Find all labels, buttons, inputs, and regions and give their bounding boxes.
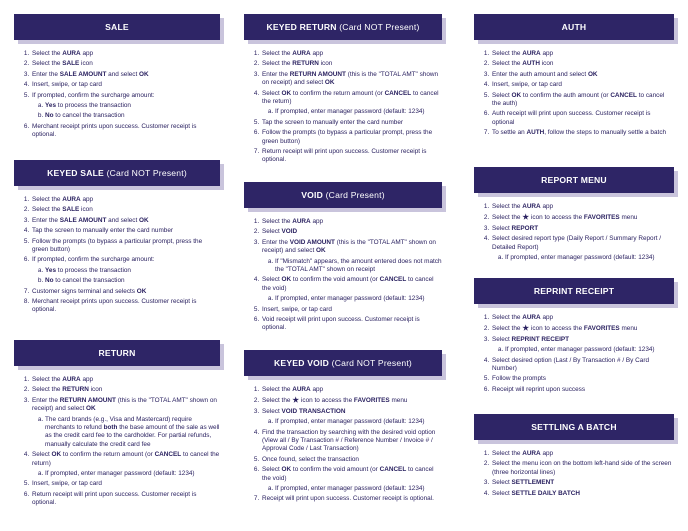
- step-text: Select: [262, 228, 282, 236]
- step-text: If prompted, confirm the surcharge amount:: [32, 91, 155, 99]
- step-item: [491, 213, 674, 222]
- step-bold-text: CANCEL: [384, 89, 412, 97]
- step-bold-text: AURA: [522, 450, 541, 457]
- step-item: [491, 81, 674, 89]
- sub-step-item: [45, 470, 220, 478]
- step-item: [31, 288, 220, 296]
- step-bold-text: VOID TRANSACTION: [281, 407, 346, 415]
- step-bold-text: RETURN: [62, 386, 89, 394]
- step-text: Follow the prompts: [492, 375, 546, 383]
- steps-list: [474, 50, 674, 138]
- step-bold-text: Yes: [45, 266, 57, 274]
- step-text: Merchant receipt prints upon success. Customer receipt is optional.: [32, 122, 197, 139]
- sub-steps-list: [32, 102, 220, 121]
- step-text: , follow the steps to manually settle a batch: [544, 129, 667, 137]
- step-text: Select the: [32, 376, 63, 383]
- step-text: Select the: [32, 196, 63, 203]
- step-item: [31, 491, 220, 508]
- step-text: If prompted, enter manager password (default: 1234): [275, 485, 425, 493]
- step-item: [261, 90, 442, 117]
- step-text: Select: [262, 407, 282, 415]
- step-text: Select: [492, 224, 512, 232]
- step-bold-text: FAVORITES: [583, 214, 620, 222]
- step-text: menu: [389, 397, 408, 405]
- step-item: [31, 386, 220, 394]
- step-text: app: [540, 314, 554, 321]
- step-item: [491, 203, 674, 211]
- section-title: SALE: [105, 22, 129, 32]
- step-bold-text: AURA: [522, 203, 541, 210]
- steps-list: [474, 450, 674, 498]
- step-bold-text: both: [103, 424, 118, 432]
- step-text: If prompted, enter manager password (default: 1234): [275, 295, 425, 303]
- step-text: app: [310, 386, 324, 393]
- step-text: Select the: [492, 50, 523, 57]
- step-text: icon to access the: [299, 397, 354, 405]
- step-text: Select the: [32, 50, 63, 57]
- step-item: [491, 386, 674, 394]
- step-bold-text: CANCEL: [154, 451, 182, 459]
- step-text: Select the: [32, 60, 63, 68]
- step-item: [261, 228, 442, 236]
- step-item: [261, 129, 442, 146]
- step-text: Select: [262, 466, 282, 474]
- section-header: [14, 340, 220, 366]
- sub-step-item: [505, 254, 674, 262]
- step-text: app: [540, 450, 554, 457]
- section-header: [14, 14, 220, 40]
- step-text: Select the: [32, 386, 63, 394]
- step-text: to confirm the return amount (or: [291, 89, 385, 97]
- step-item: [491, 71, 674, 79]
- step-text: Select the: [492, 203, 523, 210]
- step-text: To settle an: [492, 129, 527, 137]
- section-header: [474, 278, 674, 304]
- sub-steps-list: [32, 470, 220, 478]
- step-bold-text: OK: [139, 216, 149, 224]
- step-item: [261, 495, 442, 503]
- step-text: Enter the: [32, 70, 60, 78]
- section-title: REPORT MENU: [541, 175, 607, 185]
- step-text: app: [540, 203, 554, 210]
- step-text: Insert, swipe, or tap card: [32, 480, 102, 488]
- step-text: Tap the screen to manually enter the card number: [32, 227, 174, 235]
- step-item: [491, 60, 674, 68]
- step-item: [31, 451, 220, 478]
- step-item: [261, 408, 442, 427]
- step-text: (this is the "TOTAL AMT" shown on receipt) and select: [262, 238, 436, 255]
- section-settling-a-batch: [474, 414, 674, 500]
- section-header: [474, 14, 674, 40]
- step-item: [261, 466, 442, 493]
- step-text: Select the: [32, 206, 63, 214]
- step-text: icon: [539, 60, 554, 68]
- sub-steps-list: [32, 267, 220, 286]
- step-text: Void receipt will print upon success. Customer receipt is optional.: [262, 316, 420, 332]
- step-item: [31, 71, 220, 79]
- step-text: Enter the: [262, 70, 290, 78]
- step-bold-text: SALE: [62, 60, 80, 68]
- step-item: [261, 306, 442, 314]
- steps-list: [474, 203, 674, 262]
- step-bold-text: OK: [281, 89, 292, 97]
- step-bold-text: VOID AMOUNT: [289, 238, 335, 246]
- step-text: to confirm the void amount (or: [291, 466, 380, 474]
- section-subtitle: (Card NOT Present): [106, 168, 187, 178]
- sub-step-item: [45, 416, 220, 450]
- section-return: [14, 340, 220, 510]
- step-text: to cancel the return): [32, 451, 220, 467]
- step-text: app: [540, 50, 554, 57]
- steps-list: [474, 314, 674, 394]
- step-bold-text: REPORT: [511, 224, 539, 232]
- step-text: Select the: [492, 60, 523, 68]
- step-text: Receipt will print upon success. Customer receipt is optional.: [262, 495, 434, 503]
- step-item: [31, 256, 220, 285]
- step-text: If "Mismatch" appears, the amount entered does not match the "TOTAL AMT" shown on receipt: [275, 257, 442, 274]
- step-bold-text: AURA: [62, 50, 81, 57]
- step-text: the base amount of the sale as well as the credit card fee to the cardholder. For partial refunds, manually calculate the credit card fee: [45, 424, 220, 448]
- sub-step-item: [45, 267, 220, 275]
- step-text: Auth receipt will print upon success. Customer receipt is optional: [492, 110, 651, 126]
- step-item: [491, 450, 674, 458]
- step-text: and select: [106, 216, 140, 224]
- sub-step-item: [275, 258, 442, 275]
- step-item: [31, 81, 220, 89]
- section-subtitle: (Card NOT Present): [331, 358, 412, 368]
- step-bold-text: No: [45, 112, 54, 120]
- step-text: If prompted, enter manager password (default: 1234): [45, 470, 195, 478]
- step-text: Return receipt will print upon success. Customer receipt is optional.: [32, 490, 197, 507]
- step-text: to cancel the void): [262, 276, 434, 292]
- step-bold-text: OK: [324, 79, 335, 87]
- step-bold-text: OK: [139, 70, 149, 78]
- step-item: [491, 375, 674, 383]
- sub-steps-list: [262, 258, 442, 275]
- step-item: [491, 479, 674, 487]
- step-text: Receipt will reprint upon success: [492, 385, 586, 393]
- step-text: Select the: [492, 450, 523, 457]
- step-bold-text: CANCEL: [379, 466, 407, 474]
- section-header: [14, 160, 220, 186]
- step-bold-text: OK: [51, 451, 62, 459]
- step-bold-text: AURA: [62, 376, 81, 383]
- step-text: and select: [106, 70, 140, 78]
- step-item: [491, 129, 674, 137]
- step-text: Insert, swipe, or tap card: [262, 305, 332, 313]
- step-text: Select the: [262, 386, 293, 393]
- step-bold-text: No: [45, 277, 54, 285]
- step-text: icon to access the: [529, 325, 584, 333]
- step-text: Select: [262, 276, 282, 284]
- step-item: [491, 225, 674, 233]
- step-bold-text: OK: [86, 405, 96, 413]
- step-text: app: [310, 50, 324, 57]
- step-text: Select desired option (Last / By Transaction # / By Card Number): [492, 356, 650, 373]
- step-bold-text: FAVORITES: [353, 397, 390, 405]
- step-item: [31, 480, 220, 488]
- step-item: [261, 396, 442, 405]
- sub-step-item: [275, 485, 442, 493]
- step-bold-text: CANCEL: [379, 276, 407, 284]
- step-text: Merchant receipt prints upon success. Customer receipt is optional.: [32, 298, 197, 314]
- step-text: icon: [88, 386, 103, 394]
- step-text: If prompted, enter manager password (default: 1234): [275, 418, 425, 426]
- step-bold-text: SALE AMOUNT: [59, 70, 107, 78]
- sub-steps-list: [262, 418, 442, 426]
- step-text: to cancel the void): [262, 466, 434, 482]
- step-text: Enter the auth amount and select: [492, 70, 588, 78]
- section-reprint-receipt: [474, 278, 674, 396]
- step-bold-text: CANCEL: [610, 91, 637, 99]
- step-text: to cancel the auth): [492, 91, 665, 108]
- section-title: RETURN: [98, 348, 136, 358]
- section-header: [244, 182, 442, 208]
- step-text: icon: [79, 60, 93, 68]
- step-item: [31, 123, 220, 140]
- step-text: Select: [32, 451, 52, 459]
- step-text: Select the: [262, 218, 293, 225]
- step-text: Insert, swipe, or tap card: [492, 81, 562, 89]
- section-title: SETTLING A BATCH: [531, 422, 617, 432]
- step-bold-text: OK: [281, 466, 292, 474]
- step-text: Select the: [492, 325, 523, 333]
- section-keyed-return: [244, 14, 442, 167]
- sub-step-item: [275, 295, 442, 303]
- step-item: [491, 460, 674, 477]
- sub-step-item: [275, 418, 442, 426]
- step-item: [31, 397, 220, 449]
- step-text: Select: [492, 489, 512, 497]
- step-text: If prompted, confirm the surcharge amount:: [32, 256, 155, 264]
- step-text: Select desired report type (Daily Report / Summary Report / Detailed Report): [492, 235, 662, 251]
- step-text: app: [80, 376, 94, 383]
- step-text: Select: [492, 335, 512, 343]
- section-keyed-void: [244, 350, 442, 506]
- step-item: [491, 235, 674, 262]
- step-bold-text: AURA: [62, 196, 81, 203]
- sub-step-item: [45, 102, 220, 110]
- section-title: KEYED SALE: [47, 168, 104, 178]
- step-bold-text: Yes: [45, 102, 57, 110]
- step-text: app: [310, 218, 324, 225]
- step-item: [261, 119, 442, 127]
- step-text: Select: [492, 91, 512, 99]
- section-title: VOID: [301, 190, 324, 200]
- step-bold-text: OK: [316, 247, 326, 255]
- steps-list: [244, 218, 442, 333]
- step-text: Find the transaction by searching with the desired void option (View all / By Transaction # / Reference Number / Invoice # / Approval Code / Last Transaction): [262, 428, 436, 453]
- step-item: [491, 92, 674, 109]
- step-item: [261, 276, 442, 303]
- steps-list: [244, 50, 442, 165]
- step-item: [31, 206, 220, 214]
- step-bold-text: FAVORITES: [583, 325, 620, 333]
- section-header: [244, 350, 442, 376]
- step-bold-text: REPRINT RECEIPT: [511, 335, 570, 343]
- section-sale: [14, 14, 220, 142]
- step-bold-text: OK: [281, 276, 292, 284]
- section-auth: [474, 14, 674, 140]
- sub-step-item: [275, 108, 442, 116]
- step-text: to process the transaction: [56, 266, 131, 274]
- steps-list: [14, 196, 220, 315]
- step-bold-text: VOID: [281, 228, 298, 236]
- step-text: (this is the "TOTAL AMT" shown on receipt) and select: [262, 70, 439, 87]
- sub-steps-list: [32, 416, 220, 450]
- step-text: Follow the prompts (to bypass a particular prompt, press the green button): [262, 129, 433, 145]
- section-void: [244, 182, 442, 335]
- step-text: Select the: [262, 397, 293, 405]
- step-text: Enter the: [32, 216, 60, 224]
- step-text: The card brands (e.g., Visa and Mastercard) require merchants to refund: [45, 415, 192, 432]
- step-text: Select the: [262, 60, 293, 68]
- step-bold-text: OK: [587, 70, 598, 78]
- step-item: [261, 386, 442, 394]
- step-bold-text: AURA: [292, 50, 311, 57]
- step-item: [491, 336, 674, 355]
- step-item: [261, 456, 442, 464]
- section-title: KEYED RETURN: [266, 22, 337, 32]
- section-title: KEYED VOID: [274, 358, 330, 368]
- step-item: [261, 60, 442, 68]
- step-bold-text: SALE: [62, 206, 80, 214]
- step-text: icon: [318, 60, 333, 68]
- step-bold-text: RETURN AMOUNT: [289, 70, 346, 78]
- step-item: [261, 71, 442, 88]
- step-bold-text: OK: [136, 287, 147, 295]
- step-item: [491, 50, 674, 58]
- step-bold-text: OK: [511, 91, 522, 99]
- step-bold-text: AUTH: [526, 129, 545, 137]
- step-item: [261, 239, 442, 275]
- step-text: app: [80, 50, 94, 57]
- step-text: icon: [79, 206, 93, 214]
- step-item: [491, 357, 674, 374]
- step-text: Return receipt will print upon success. Customer receipt is optional.: [262, 148, 427, 164]
- section-title: AUTH: [561, 22, 587, 32]
- step-text: Select the menu icon on the bottom left-hand side of the screen (three horizontal lines): [492, 460, 672, 476]
- step-bold-text: AURA: [522, 314, 541, 321]
- step-text: Enter the: [262, 238, 290, 246]
- step-bold-text: AUTH: [522, 60, 540, 68]
- step-text: Tap the screen to manually enter the card number: [262, 118, 404, 126]
- section-title: REPRINT RECEIPT: [533, 286, 615, 296]
- section-subtitle: (Card NOT Present): [339, 22, 420, 32]
- step-item: [491, 314, 674, 322]
- section-report-menu: [474, 167, 674, 264]
- step-item: [261, 218, 442, 226]
- step-text: Customer signs terminal and selects: [32, 287, 137, 295]
- section-header: [474, 414, 674, 440]
- step-text: Once found, select the transaction: [262, 455, 359, 463]
- sub-steps-list: [492, 254, 674, 262]
- step-item: [31, 376, 220, 384]
- step-bold-text: RETURN: [292, 60, 319, 68]
- step-item: [261, 316, 442, 333]
- steps-list: [14, 50, 220, 140]
- section-header: [474, 167, 674, 193]
- step-bold-text: RETURN AMOUNT: [59, 396, 116, 404]
- step-text: Select the: [492, 214, 523, 222]
- step-text: to cancel the transaction: [53, 277, 125, 285]
- step-text: icon to access the: [529, 214, 584, 222]
- sub-steps-list: [262, 108, 442, 116]
- step-bold-text: SALE AMOUNT: [59, 216, 107, 224]
- step-text: (this is the "TOTAL AMT" shown on receipt) and select: [32, 396, 217, 413]
- section-header: [244, 14, 442, 40]
- step-item: [31, 298, 220, 315]
- steps-list: [244, 386, 442, 504]
- step-text: Select: [262, 89, 282, 97]
- step-item: [491, 490, 674, 498]
- step-item: [261, 50, 442, 58]
- step-item: [491, 110, 674, 127]
- step-text: If prompted, enter manager password (default: 1234): [505, 254, 655, 262]
- section-keyed-sale: [14, 160, 220, 317]
- sub-step-item: [45, 112, 220, 120]
- step-item: [31, 60, 220, 68]
- section-subtitle: (Card Present): [325, 190, 385, 200]
- step-text: menu: [619, 214, 638, 222]
- sub-steps-list: [262, 295, 442, 303]
- step-item: [31, 92, 220, 121]
- step-text: Insert, swipe, or tap card: [32, 81, 102, 89]
- step-text: Follow the prompts (to bypass a particular prompt, press the green button): [32, 237, 203, 254]
- step-bold-text: SETTLEMENT: [511, 479, 555, 487]
- sub-steps-list: [262, 485, 442, 493]
- steps-list: [14, 376, 220, 508]
- step-text: to confirm the void amount (or: [291, 276, 380, 284]
- step-item: [31, 227, 220, 235]
- step-text: Select the: [262, 50, 293, 57]
- step-item: [261, 148, 442, 165]
- step-item: [31, 238, 220, 255]
- sub-step-item: [45, 277, 220, 285]
- step-text: Enter the: [32, 396, 60, 404]
- step-item: [261, 429, 442, 454]
- step-text: Select: [492, 479, 512, 487]
- step-text: If prompted, enter manager password (default: 1234): [505, 346, 655, 354]
- step-item: [31, 50, 220, 58]
- step-bold-text: AURA: [292, 386, 311, 393]
- step-bold-text: AURA: [292, 218, 311, 225]
- step-text: Select the: [492, 314, 523, 321]
- step-text: to confirm the auth amount (or: [521, 91, 611, 99]
- step-item: [31, 217, 220, 225]
- step-text: to confirm the return amount (or: [61, 451, 155, 459]
- sub-step-item: [505, 346, 674, 354]
- step-text: to cancel the return): [262, 89, 439, 106]
- sub-steps-list: [492, 346, 674, 354]
- step-text: to process the transaction: [56, 102, 131, 110]
- step-text: to cancel the transaction: [53, 112, 125, 120]
- step-text: app: [80, 196, 94, 203]
- step-item: [491, 324, 674, 333]
- step-item: [31, 196, 220, 204]
- step-bold-text: AURA: [522, 50, 541, 57]
- step-bold-text: SETTLE DAILY BATCH: [511, 489, 580, 497]
- step-text: If prompted, enter manager password (default: 1234): [275, 108, 425, 116]
- step-text: menu: [619, 325, 638, 333]
